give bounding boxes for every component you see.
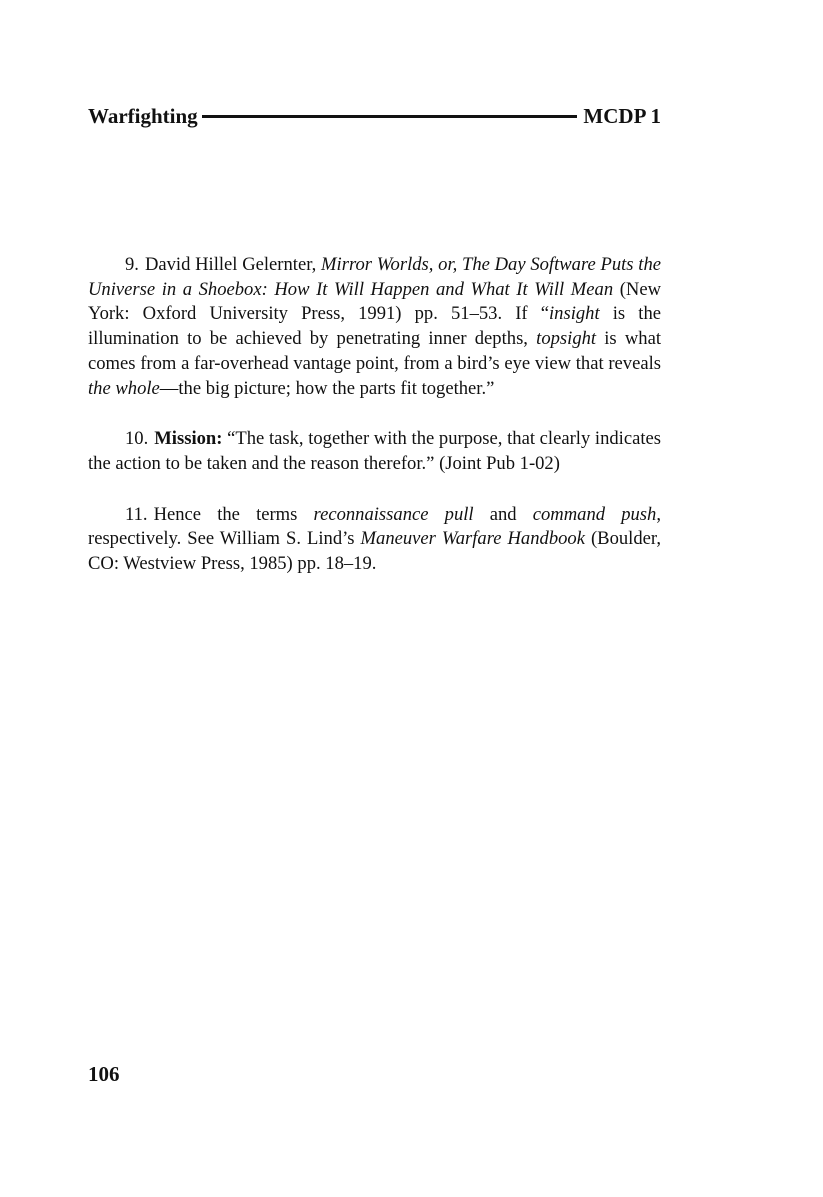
endnote-text: is what comes from a far-overhead vantage point, from a bird’s eye view that reveals	[88, 328, 662, 374]
endnote-text: David Hillel Gelernter,	[144, 254, 322, 275]
endnote-emphasis: reconnaissance pull	[313, 503, 474, 525]
running-header	[88, 101, 661, 131]
endnote	[88, 503, 661, 577]
endnote-emphasis: Maneuver Warfare Handbook	[360, 528, 585, 550]
endnote-emphasis: the whole	[88, 377, 160, 399]
endnote-text: Hence the terms	[153, 503, 314, 525]
endnote-emphasis: command push	[532, 503, 657, 525]
endnote-text: (New York: Oxford University Press, 1991) pp. 51–53. If “	[88, 278, 662, 325]
header-rule	[202, 115, 578, 118]
endnote-number: 10.	[125, 428, 149, 450]
endnote-text: “The task, together with the purpose, that clearly indicates the action to be taken and the reason therefor.” (Joint Pub 1-02)	[88, 428, 661, 474]
endnote-emphasis: Mirror Worlds, or, The Day Software Puts the Universe in a Shoebox: How It Will Happen and What It Will Mean	[88, 254, 661, 300]
endnote-text: and	[473, 503, 533, 525]
endnote-emphasis: topsight	[536, 328, 597, 350]
endnote-term: Mission:	[154, 428, 223, 450]
endnote-text: (Boulder, CO: Westview Press, 1985) pp. 18–19.	[88, 528, 661, 575]
header-title: Warfighting	[88, 103, 198, 128]
endnote	[88, 427, 661, 476]
endnote-number: 11.	[125, 503, 148, 525]
endnotes	[88, 253, 661, 577]
endnote-text: , respectively. See William S. Lind’s	[88, 503, 661, 550]
endnote-text: —the big picture; how the parts fit together.”	[159, 377, 495, 399]
endnote-emphasis: insight	[549, 303, 600, 325]
page-number: 106	[88, 1062, 120, 1086]
endnote	[88, 253, 661, 401]
header-publication: MCDP 1	[583, 103, 661, 128]
endnote-text: is the illumination to be achieved by penetrating inner depths,	[88, 303, 662, 350]
endnote-number: 9.	[125, 254, 139, 275]
